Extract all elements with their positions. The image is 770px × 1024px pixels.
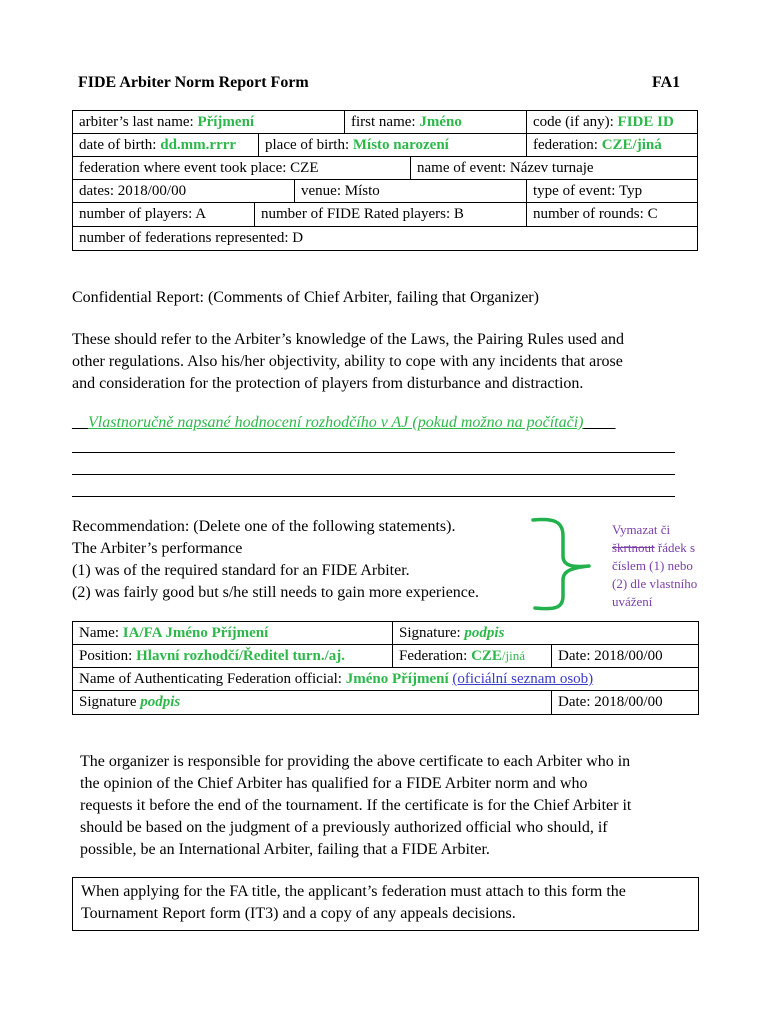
pob-cell[interactable]: place of birth: Místo narození <box>258 133 527 157</box>
players-cell[interactable]: number of players: A <box>72 202 255 227</box>
fa-title-notice: When applying for the FA title, the applicant’s federation must attach to this form the Tournament Report form (IT3) and a copy of any appeals decisions. <box>72 877 699 931</box>
report-heading: Confidential Report: (Comments of Chief Arbiter, failing that Organizer) <box>72 289 539 306</box>
curly-brace-annotation <box>525 514 595 614</box>
last-name-cell[interactable]: arbiter’s last name: Příjmení <box>72 110 345 134</box>
recommendation-option-1[interactable]: (1) was of the required standard for an FIDE Arbiter. <box>72 562 410 579</box>
event-name-cell[interactable]: name of event: Název turnaje <box>410 156 698 180</box>
venue-cell[interactable]: venue: Místo <box>294 179 527 203</box>
organizer-paragraph: The organizer is responsible for providing the above certificate to each Arbiter who in the opinion of the Chief Arbiter has qualified for a FIDE Arbiter norm and who requests it before the end of the tournament. If the certificate is for the Chief Arbiter it should be based on the judgment of a previously authorized official who should, if possible, be an International Arbiter, failing that a FIDE Arbiter. <box>80 753 632 858</box>
federation-cell[interactable]: federation: CZE/jiná <box>526 133 698 157</box>
position-value: Hlavní rozhodčí/Ředitel turn./aj. <box>136 648 345 664</box>
pob-value: Místo narození <box>352 137 449 153</box>
position-cell[interactable]: Position: Hlavní rozhodčí/Ředitel turn./aj. <box>72 644 393 668</box>
first-name-value: Jméno <box>419 114 462 130</box>
signature2-cell[interactable]: Signature podpis <box>72 690 552 715</box>
report-line <box>72 474 675 475</box>
event-federation-cell[interactable]: federation where event took place: CZE <box>72 156 411 180</box>
federation-value: CZE/jiná <box>601 137 662 153</box>
event-type-cell[interactable]: type of event: Typ <box>526 179 698 203</box>
auth-official-value: Jméno Příjmení <box>345 671 449 687</box>
dob-cell[interactable]: date of birth: dd.mm.rrrr <box>72 133 259 157</box>
auth-official-cell[interactable]: Name of Authenticating Federation official: Jméno Příjmení (oficiální seznam osob) <box>72 667 699 691</box>
report-line <box>72 496 675 497</box>
dates-cell[interactable]: dates: 2018/00/00 <box>72 179 295 203</box>
recommendation-block: Recommendation: (Delete one of the following statements). The Arbiter’s performance (1) was of the required standard for an FIDE Arbiter. (2) was fairly good but s/he still needs to gain more experience. <box>72 516 479 604</box>
report-line <box>72 452 675 453</box>
form-code: FA1 <box>652 74 681 91</box>
form-title: FIDE Arbiter Norm Report Form <box>78 74 309 91</box>
fide-code-cell[interactable]: code (if any): FIDE ID <box>526 110 698 134</box>
rated-players-cell[interactable]: number of FIDE Rated players: B <box>254 202 527 227</box>
federations-cell[interactable]: number of federations represented: D <box>72 226 698 251</box>
delete-note: Vymazat či škrtnout řádek s číslem (1) nebo (2) dle vlastního uvážení <box>612 522 698 609</box>
report-instructions: These should refer to the Arbiter’s knowledge of the Laws, the Pairing Rules used and other regulations. Also his/her objectivity, ability to cope with any incidents that arose and consideration for the protection of players from disturbance and distraction. <box>72 331 625 392</box>
federation2-cell[interactable]: Federation: CZE/jiná <box>392 644 552 668</box>
date1-cell[interactable]: Date: 2018/00/00 <box>551 644 699 668</box>
signature-cell[interactable]: Signature: podpis <box>392 621 699 645</box>
recommendation-option-2[interactable]: (2) was fairly good but s/he still needs to gain more experience. <box>72 584 479 601</box>
signature2-value: podpis <box>140 694 181 710</box>
name-value: IA/FA Jméno Příjmení <box>122 625 269 641</box>
first-name-cell[interactable]: first name: Jméno <box>344 110 527 134</box>
official-list-link[interactable]: (oficiální seznam osob) <box>452 671 594 687</box>
signature-value: podpis <box>464 625 505 641</box>
fide-code-value: FIDE ID <box>617 114 674 130</box>
rounds-cell[interactable]: number of rounds: C <box>526 202 698 227</box>
report-text-field[interactable]: __Vlastnoručně napsané hodnocení rozhodčího v AJ (pokud možno na počítači)____ <box>72 414 616 431</box>
name-cell[interactable]: Name: IA/FA Jméno Příjmení <box>72 621 393 645</box>
dob-value: dd.mm.rrrr <box>160 137 237 153</box>
federation2-value: CZE <box>471 648 502 664</box>
last-name-value: Příjmení <box>197 114 255 130</box>
report-placeholder: Vlastnoručně napsané hodnocení rozhodčího v AJ (pokud možno na počítači) <box>88 414 584 431</box>
date2-cell[interactable]: Date: 2018/00/00 <box>551 690 699 715</box>
